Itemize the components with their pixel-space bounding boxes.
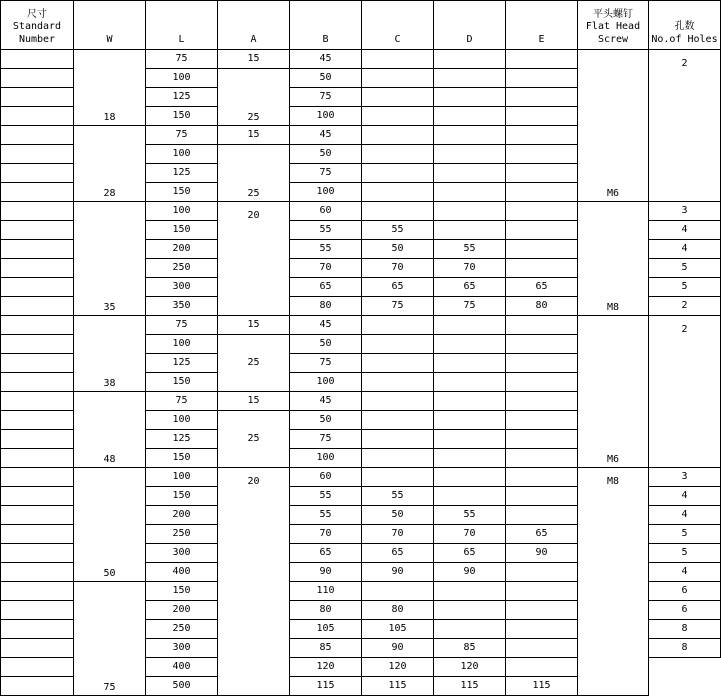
e-cell bbox=[506, 88, 578, 107]
c-cell: 65 bbox=[362, 544, 434, 563]
l-cell: 75 bbox=[146, 316, 218, 335]
c-cell bbox=[362, 69, 434, 88]
d-cell bbox=[434, 145, 506, 164]
e-cell bbox=[506, 202, 578, 221]
standard-number-cell bbox=[1, 430, 74, 449]
e-cell bbox=[506, 582, 578, 601]
l-cell: 75 bbox=[146, 50, 218, 69]
standard-number-cell bbox=[1, 297, 74, 316]
b-cell: 100 bbox=[290, 183, 362, 202]
d-cell: 85 bbox=[434, 639, 506, 658]
header-standard-number-line-3: Number bbox=[18, 33, 56, 45]
c-cell: 75 bbox=[362, 297, 434, 316]
c-cell bbox=[362, 145, 434, 164]
header-screw bbox=[578, 1, 649, 50]
header-screw-line-3: Screw bbox=[597, 33, 629, 45]
a-cell: 15 bbox=[218, 316, 290, 335]
b-cell: 90 bbox=[290, 563, 362, 582]
c-cell: 55 bbox=[362, 487, 434, 506]
standard-number-cell bbox=[1, 88, 74, 107]
c-cell bbox=[362, 202, 434, 221]
e-cell bbox=[506, 601, 578, 620]
l-cell: 150 bbox=[146, 221, 218, 240]
c-cell bbox=[362, 183, 434, 202]
e-cell: 80 bbox=[506, 297, 578, 316]
b-cell: 50 bbox=[290, 69, 362, 88]
c-cell: 55 bbox=[362, 221, 434, 240]
header-screw-line-2: Flat Head bbox=[585, 21, 641, 32]
d-cell bbox=[434, 183, 506, 202]
d-cell: 65 bbox=[434, 544, 506, 563]
d-cell: 120 bbox=[434, 658, 506, 677]
l-cell: 250 bbox=[146, 259, 218, 278]
standard-number-cell bbox=[1, 506, 74, 525]
e-cell bbox=[506, 221, 578, 240]
d-cell bbox=[434, 50, 506, 69]
l-cell: 100 bbox=[146, 411, 218, 430]
l-cell: 400 bbox=[146, 658, 218, 677]
screw-cell: M6 bbox=[578, 316, 649, 468]
header-c: C bbox=[362, 1, 434, 50]
c-cell: 50 bbox=[362, 240, 434, 259]
c-cell bbox=[362, 373, 434, 392]
l-cell: 300 bbox=[146, 544, 218, 563]
b-cell: 75 bbox=[290, 88, 362, 107]
c-cell bbox=[362, 126, 434, 145]
b-cell: 45 bbox=[290, 392, 362, 411]
e-cell bbox=[506, 468, 578, 487]
l-cell: 150 bbox=[146, 107, 218, 126]
header-holes-line-1: 孔数 bbox=[674, 21, 695, 32]
holes-cell: 8 bbox=[649, 639, 721, 658]
c-cell: 90 bbox=[362, 563, 434, 582]
d-cell: 55 bbox=[434, 240, 506, 259]
l-cell: 125 bbox=[146, 354, 218, 373]
b-cell: 50 bbox=[290, 145, 362, 164]
e-cell bbox=[506, 50, 578, 69]
standard-number-cell bbox=[1, 620, 74, 639]
d-cell: 75 bbox=[434, 297, 506, 316]
b-cell: 60 bbox=[290, 202, 362, 221]
standard-number-cell bbox=[1, 544, 74, 563]
b-cell: 110 bbox=[290, 582, 362, 601]
l-cell: 150 bbox=[146, 487, 218, 506]
w-cell: 35 bbox=[74, 202, 146, 316]
e-cell bbox=[506, 658, 578, 677]
header-l: L bbox=[146, 1, 218, 50]
holes-cell: 2 bbox=[649, 297, 721, 316]
d-cell bbox=[434, 69, 506, 88]
b-cell: 45 bbox=[290, 126, 362, 145]
l-cell: 100 bbox=[146, 468, 218, 487]
e-cell: 65 bbox=[506, 278, 578, 297]
e-cell bbox=[506, 487, 578, 506]
c-cell: 115 bbox=[362, 677, 434, 696]
standard-number-cell bbox=[1, 240, 74, 259]
standard-number-cell bbox=[1, 164, 74, 183]
b-cell: 45 bbox=[290, 316, 362, 335]
standard-number-cell bbox=[1, 601, 74, 620]
standard-number-cell bbox=[1, 69, 74, 88]
l-cell: 75 bbox=[146, 392, 218, 411]
b-cell: 120 bbox=[290, 658, 362, 677]
standard-number-cell bbox=[1, 468, 74, 487]
c-cell bbox=[362, 411, 434, 430]
a-cell: 20 bbox=[218, 468, 290, 696]
c-cell bbox=[362, 392, 434, 411]
holes-cell: 2 bbox=[649, 316, 721, 468]
b-cell: 45 bbox=[290, 50, 362, 69]
header-row bbox=[1, 1, 721, 50]
header-w: W bbox=[74, 1, 146, 50]
e-cell bbox=[506, 373, 578, 392]
w-cell: 18 bbox=[74, 50, 146, 126]
holes-cell: 2 bbox=[649, 50, 721, 202]
c-cell: 90 bbox=[362, 639, 434, 658]
standard-number-cell bbox=[1, 563, 74, 582]
e-cell bbox=[506, 392, 578, 411]
d-cell: 70 bbox=[434, 525, 506, 544]
holes-cell: 6 bbox=[649, 582, 721, 601]
table-row bbox=[1, 202, 721, 221]
e-cell bbox=[506, 563, 578, 582]
e-cell bbox=[506, 240, 578, 259]
d-cell bbox=[434, 164, 506, 183]
holes-cell: 4 bbox=[649, 221, 721, 240]
standard-number-cell bbox=[1, 392, 74, 411]
b-cell: 100 bbox=[290, 107, 362, 126]
e-cell bbox=[506, 126, 578, 145]
b-cell: 100 bbox=[290, 449, 362, 468]
e-cell bbox=[506, 107, 578, 126]
e-cell bbox=[506, 449, 578, 468]
screw-cell: M8 bbox=[578, 468, 649, 696]
standard-number-cell bbox=[1, 145, 74, 164]
l-cell: 125 bbox=[146, 164, 218, 183]
holes-cell: 4 bbox=[649, 563, 721, 582]
b-cell: 75 bbox=[290, 354, 362, 373]
w-cell: 48 bbox=[74, 392, 146, 468]
l-cell: 100 bbox=[146, 202, 218, 221]
standard-number-cell bbox=[1, 183, 74, 202]
holes-cell: 4 bbox=[649, 240, 721, 259]
c-cell bbox=[362, 468, 434, 487]
d-cell bbox=[434, 316, 506, 335]
c-cell: 120 bbox=[362, 658, 434, 677]
c-cell bbox=[362, 316, 434, 335]
standard-number-cell bbox=[1, 202, 74, 221]
c-cell bbox=[362, 582, 434, 601]
l-cell: 100 bbox=[146, 145, 218, 164]
standard-number-cell bbox=[1, 335, 74, 354]
l-cell: 200 bbox=[146, 601, 218, 620]
l-cell: 400 bbox=[146, 563, 218, 582]
standard-number-cell bbox=[1, 316, 74, 335]
d-cell bbox=[434, 449, 506, 468]
b-cell: 60 bbox=[290, 468, 362, 487]
c-cell: 65 bbox=[362, 278, 434, 297]
d-cell bbox=[434, 354, 506, 373]
standard-number-cell bbox=[1, 411, 74, 430]
d-cell: 90 bbox=[434, 563, 506, 582]
b-cell: 55 bbox=[290, 487, 362, 506]
l-cell: 150 bbox=[146, 582, 218, 601]
l-cell: 250 bbox=[146, 620, 218, 639]
header-a: A bbox=[218, 1, 290, 50]
header-e: E bbox=[506, 1, 578, 50]
l-cell: 500 bbox=[146, 677, 218, 696]
standard-number-cell bbox=[1, 487, 74, 506]
l-cell: 75 bbox=[146, 126, 218, 145]
b-cell: 85 bbox=[290, 639, 362, 658]
a-cell: 25 bbox=[218, 335, 290, 392]
header-holes-line-2: No.of Holes bbox=[651, 33, 718, 45]
e-cell bbox=[506, 183, 578, 202]
d-cell bbox=[434, 88, 506, 107]
d-cell bbox=[434, 221, 506, 240]
standard-number-cell bbox=[1, 278, 74, 297]
header-standard-number bbox=[1, 1, 74, 50]
b-cell: 65 bbox=[290, 278, 362, 297]
a-cell: 25 bbox=[218, 69, 290, 126]
holes-cell: 5 bbox=[649, 259, 721, 278]
c-cell bbox=[362, 107, 434, 126]
b-cell: 80 bbox=[290, 297, 362, 316]
standard-number-cell bbox=[1, 50, 74, 69]
l-cell: 250 bbox=[146, 525, 218, 544]
holes-cell: 6 bbox=[649, 601, 721, 620]
d-cell bbox=[434, 487, 506, 506]
b-cell: 65 bbox=[290, 544, 362, 563]
d-cell bbox=[434, 202, 506, 221]
b-cell: 115 bbox=[290, 677, 362, 696]
l-cell: 100 bbox=[146, 335, 218, 354]
a-cell: 25 bbox=[218, 411, 290, 468]
l-cell: 200 bbox=[146, 506, 218, 525]
c-cell bbox=[362, 430, 434, 449]
b-cell: 50 bbox=[290, 411, 362, 430]
holes-cell: 4 bbox=[649, 506, 721, 525]
l-cell: 125 bbox=[146, 88, 218, 107]
standard-number-cell bbox=[1, 373, 74, 392]
e-cell bbox=[506, 620, 578, 639]
d-cell bbox=[434, 373, 506, 392]
c-cell bbox=[362, 449, 434, 468]
standard-number-cell bbox=[1, 658, 74, 677]
e-cell: 90 bbox=[506, 544, 578, 563]
d-cell bbox=[434, 411, 506, 430]
w-cell: 75 bbox=[74, 582, 146, 696]
e-cell: 115 bbox=[506, 677, 578, 696]
l-cell: 300 bbox=[146, 639, 218, 658]
b-cell: 55 bbox=[290, 240, 362, 259]
standard-number-cell bbox=[1, 354, 74, 373]
c-cell: 70 bbox=[362, 525, 434, 544]
header-d: D bbox=[434, 1, 506, 50]
standard-number-cell bbox=[1, 259, 74, 278]
d-cell bbox=[434, 392, 506, 411]
holes-cell: 4 bbox=[649, 487, 721, 506]
l-cell: 125 bbox=[146, 430, 218, 449]
d-cell: 115 bbox=[434, 677, 506, 696]
header-screw-line-1: 平头螺钉 bbox=[593, 8, 633, 20]
b-cell: 75 bbox=[290, 430, 362, 449]
standard-number-cell bbox=[1, 582, 74, 601]
holes-cell: 3 bbox=[649, 468, 721, 487]
d-cell: 70 bbox=[434, 259, 506, 278]
e-cell bbox=[506, 145, 578, 164]
e-cell bbox=[506, 259, 578, 278]
a-cell: 15 bbox=[218, 126, 290, 145]
c-cell bbox=[362, 50, 434, 69]
header-standard-number-line-2: Standard bbox=[12, 21, 62, 32]
e-cell bbox=[506, 335, 578, 354]
l-cell: 150 bbox=[146, 183, 218, 202]
c-cell bbox=[362, 354, 434, 373]
c-cell: 70 bbox=[362, 259, 434, 278]
holes-cell: 5 bbox=[649, 278, 721, 297]
l-cell: 150 bbox=[146, 449, 218, 468]
l-cell: 200 bbox=[146, 240, 218, 259]
d-cell bbox=[434, 468, 506, 487]
table-row bbox=[1, 468, 721, 487]
d-cell: 65 bbox=[434, 278, 506, 297]
screw-cell: M8 bbox=[578, 202, 649, 316]
w-cell: 38 bbox=[74, 316, 146, 392]
a-cell: 25 bbox=[218, 145, 290, 202]
b-cell: 70 bbox=[290, 525, 362, 544]
a-cell: 15 bbox=[218, 392, 290, 411]
d-cell bbox=[434, 335, 506, 354]
d-cell: 55 bbox=[434, 506, 506, 525]
e-cell bbox=[506, 639, 578, 658]
holes-cell: 5 bbox=[649, 525, 721, 544]
e-cell bbox=[506, 316, 578, 335]
w-cell: 28 bbox=[74, 126, 146, 202]
c-cell bbox=[362, 335, 434, 354]
standard-number-cell bbox=[1, 107, 74, 126]
standard-number-cell bbox=[1, 221, 74, 240]
d-cell bbox=[434, 601, 506, 620]
d-cell bbox=[434, 126, 506, 145]
l-cell: 300 bbox=[146, 278, 218, 297]
e-cell: 65 bbox=[506, 525, 578, 544]
header-b: B bbox=[290, 1, 362, 50]
b-cell: 75 bbox=[290, 164, 362, 183]
a-cell: 20 bbox=[218, 202, 290, 316]
b-cell: 105 bbox=[290, 620, 362, 639]
c-cell: 50 bbox=[362, 506, 434, 525]
holes-cell: 3 bbox=[649, 202, 721, 221]
l-cell: 100 bbox=[146, 69, 218, 88]
standard-number-cell bbox=[1, 525, 74, 544]
c-cell bbox=[362, 88, 434, 107]
table-row bbox=[1, 316, 721, 335]
table-row bbox=[1, 50, 721, 69]
d-cell bbox=[434, 107, 506, 126]
c-cell bbox=[362, 164, 434, 183]
e-cell bbox=[506, 506, 578, 525]
standard-number-cell bbox=[1, 677, 74, 696]
d-cell bbox=[434, 620, 506, 639]
header-holes bbox=[649, 1, 721, 50]
holes-cell: 5 bbox=[649, 544, 721, 563]
d-cell bbox=[434, 582, 506, 601]
standard-number-cell bbox=[1, 126, 74, 145]
w-cell: 50 bbox=[74, 468, 146, 582]
screw-cell: M6 bbox=[578, 50, 649, 202]
standard-number-cell bbox=[1, 449, 74, 468]
b-cell: 70 bbox=[290, 259, 362, 278]
d-cell bbox=[434, 430, 506, 449]
b-cell: 55 bbox=[290, 221, 362, 240]
b-cell: 55 bbox=[290, 506, 362, 525]
holes-cell: 8 bbox=[649, 620, 721, 639]
e-cell bbox=[506, 69, 578, 88]
e-cell bbox=[506, 430, 578, 449]
c-cell: 105 bbox=[362, 620, 434, 639]
a-cell: 15 bbox=[218, 50, 290, 69]
header-standard-number-line-1: 尺寸 bbox=[27, 8, 47, 20]
b-cell: 100 bbox=[290, 373, 362, 392]
l-cell: 350 bbox=[146, 297, 218, 316]
standard-number-cell bbox=[1, 639, 74, 658]
b-cell: 80 bbox=[290, 601, 362, 620]
e-cell bbox=[506, 411, 578, 430]
l-cell: 150 bbox=[146, 373, 218, 392]
e-cell bbox=[506, 164, 578, 183]
b-cell: 50 bbox=[290, 335, 362, 354]
c-cell: 80 bbox=[362, 601, 434, 620]
e-cell bbox=[506, 354, 578, 373]
